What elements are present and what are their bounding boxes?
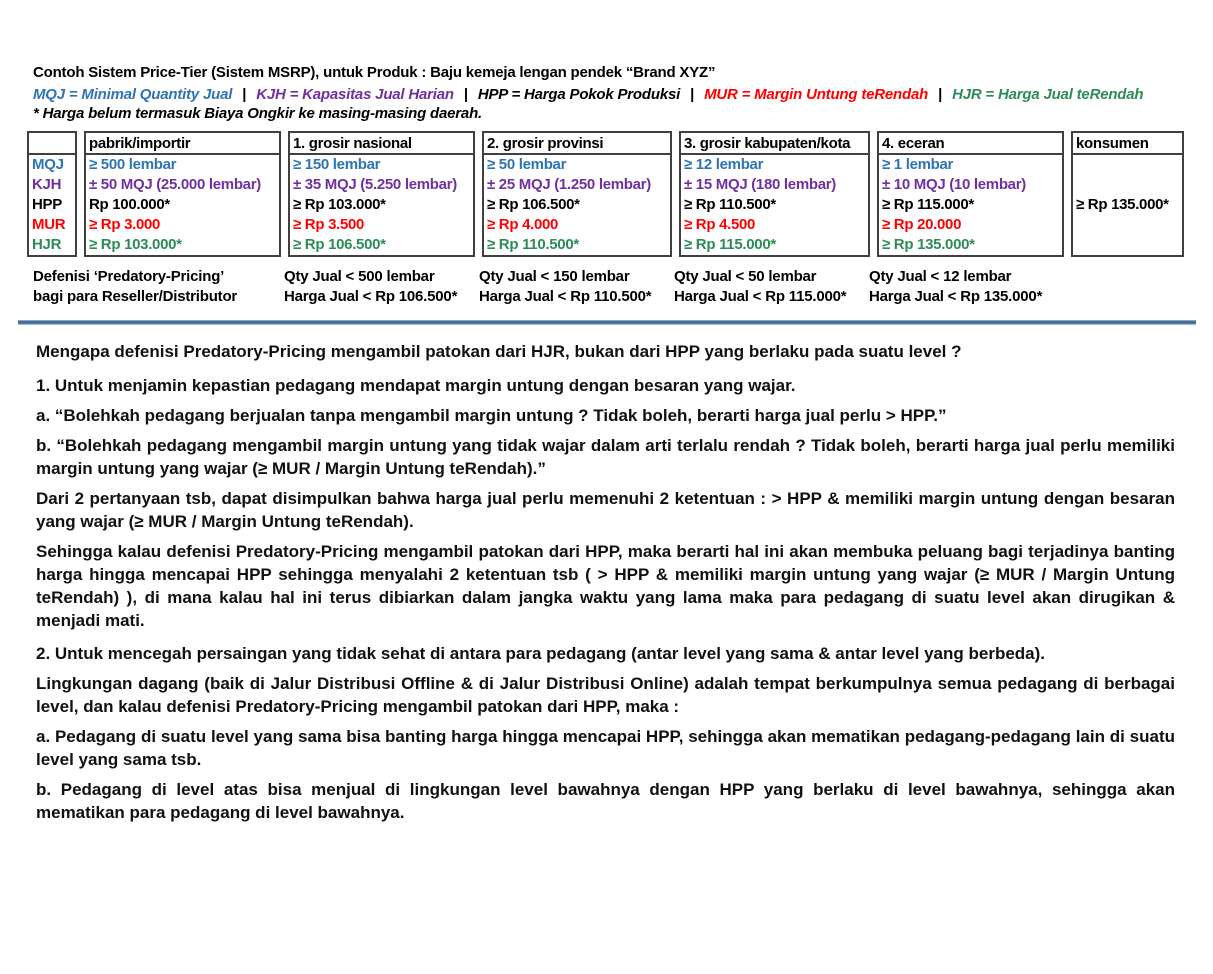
paragraph-2a: a. Pedagang di suatu level yang sama bisa banting harga hingga mencapai HPP, sehingga akan mematikan pedagang-pedagang lain di suatu level yang sama tsb.	[36, 727, 1175, 769]
table-column-grosir-kabupaten-kota	[679, 131, 870, 257]
table-cell: ≥ Rp 110.500*	[487, 236, 579, 253]
column-header: 2. grosir provinsi	[484, 133, 670, 155]
legend-mur: MUR = Margin Untung teRendah	[704, 86, 929, 103]
table-cell: ≥ 1 lembar	[882, 156, 954, 173]
table-cell: ≥ Rp 103.000*	[293, 196, 386, 213]
question-paragraph: Mengapa defenisi Predatory-Pricing mengambil patokan dari HJR, bukan dari HPP yang berlaku pada suatu level ?	[36, 342, 962, 361]
row-label-hpp: HPP	[32, 196, 62, 213]
column-header: 4. eceran	[879, 133, 1062, 155]
body-text	[36, 340, 1175, 824]
consumer-price: ≥ Rp 135.000*	[1076, 196, 1169, 213]
table-cell: ≥ Rp 135.000*	[882, 236, 975, 253]
column-header: 1. grosir nasional	[290, 133, 473, 155]
paragraph-conclusion: Dari 2 pertanyaan tsb, dapat disimpulkan bahwa harga jual perlu memenuhi 2 ketentuan : > HPP & memiliki margin untung dengan besaran yang wajar (≥ MUR / Margin Untung teRendah).	[36, 489, 1175, 531]
predatory-rule-eceran: Qty Jual < 12 lembar Harga Jual < Rp 135.000*	[869, 268, 1043, 305]
table-cell: ≥ Rp 3.000	[89, 216, 161, 233]
table-cell: ± 50 MQJ (25.000 lembar)	[89, 176, 261, 193]
column-header: 3. grosir kabupaten/kota	[681, 133, 868, 155]
table-cell: ≥ Rp 20.000	[882, 216, 962, 233]
table-column-konsumen	[1071, 131, 1184, 257]
document-page	[0, 64, 1213, 974]
predatory-definition-label: Defenisi ‘Predatory-Pricing’ bagi para Reseller/Distributor	[33, 268, 238, 305]
predatory-pricing-row	[33, 267, 1213, 307]
table-cell: ≥ 150 lembar	[293, 156, 381, 173]
legend-line	[33, 86, 1203, 103]
row-label-mqj: MQJ	[32, 156, 64, 173]
predatory-rule-grosir-provinsi: Qty Jual < 150 lembar Harga Jual < Rp 110.500*	[479, 268, 652, 305]
paragraph-1: 1. Untuk menjamin kepastian pedagang mendapat margin untung dengan besaran yang wajar.	[36, 376, 796, 395]
row-label-kjh: KJH	[32, 176, 62, 193]
table-cell: ≥ Rp 115.000*	[882, 196, 974, 213]
paragraph-lingkungan: Lingkungan dagang (baik di Jalur Distribusi Offline & di Jalur Distribusi Online) adalah tempat berkumpulnya semua pedagang di berbagai level, dan kalau defenisi Predatory-Pricing mengambil patokan dari HPP, maka :	[36, 674, 1175, 716]
table-cell: ≥ Rp 103.000*	[89, 236, 182, 253]
table-cell: ≥ 50 lembar	[487, 156, 567, 173]
column-header: konsumen	[1073, 133, 1182, 155]
consumer-cell-wrap	[1073, 155, 1182, 255]
page-title: Contoh Sistem Price-Tier (Sistem MSRP), untuk Produk : Baju kemeja lengan pendek “Brand XYZ”	[33, 64, 716, 81]
column-header: pabrik/importir	[86, 133, 279, 155]
table-cell: ≥ Rp 115.000*	[684, 236, 776, 253]
table-column-grosir-provinsi	[482, 131, 672, 257]
predatory-rule-grosir-nasional: Qty Jual < 500 lembar Harga Jual < Rp 106.500*	[284, 268, 458, 305]
table-cell: ≥ Rp 3.500	[293, 216, 365, 233]
legend-separator: |	[690, 86, 695, 103]
table-column-pabrik-importir	[84, 131, 281, 257]
table-cell: ≥ 500 lembar	[89, 156, 177, 173]
price-tier-table	[27, 131, 1213, 257]
table-cell: ≥ Rp 106.500*	[293, 236, 386, 253]
row-label-hjr: HJR	[32, 236, 62, 253]
legend-separator: |	[463, 86, 468, 103]
paragraph-2b: b. Pedagang di level atas bisa menjual di lingkungan level bawahnya dengan HPP yang berlaku di level bawahnya, sehingga akan mematikan para pedagang di level bawahnya.	[36, 780, 1175, 822]
legend-mqj: MQJ = Minimal Quantity Jual	[33, 86, 233, 103]
section-divider-line	[18, 320, 1196, 325]
table-cell: ± 25 MQJ (1.250 lembar)	[487, 176, 651, 193]
table-cell: ≥ Rp 110.500*	[684, 196, 776, 213]
table-cell: ≥ 12 lembar	[684, 156, 764, 173]
row-label-mur: MUR	[32, 216, 66, 233]
table-cell: ± 15 MQJ (180 lembar)	[684, 176, 836, 193]
price-note: * Harga belum termasuk Biaya Ongkir ke masing-masing daerah.	[33, 105, 483, 122]
legend-separator: |	[938, 86, 943, 103]
legend-kjh: KJH = Kapasitas Jual Harian	[256, 86, 454, 103]
table-column-eceran	[877, 131, 1064, 257]
table-header-empty	[29, 133, 75, 155]
table-cell: Rp 100.000*	[89, 196, 170, 213]
paragraph-1b: b. “Bolehkah pedagang mengambil margin untung yang tidak wajar dalam arti terlalu rendah ? Tidak boleh, berarti harga jual perlu memiliki margin untung yang wajar (≥ MUR / Margin Untung teRendah).”	[36, 436, 1175, 478]
paragraph-2: 2. Untuk mencegah persaingan yang tidak sehat di antara para pedagang (antar level yang sama & antar level yang berbeda).	[36, 644, 1046, 663]
table-cell: ± 35 MQJ (5.250 lembar)	[293, 176, 457, 193]
table-row-label-column	[27, 131, 77, 257]
legend-hpp: HPP = Harga Pokok Produksi	[477, 86, 681, 103]
legend-separator: |	[242, 86, 247, 103]
predatory-rule-grosir-kabupaten: Qty Jual < 50 lembar Harga Jual < Rp 115.000*	[674, 268, 847, 305]
table-cell: ≥ Rp 106.500*	[487, 196, 580, 213]
table-cell: ≥ Rp 4.000	[487, 216, 559, 233]
paragraph-sehingga: Sehingga kalau defenisi Predatory-Pricing mengambil patokan dari HPP, maka berarti hal ini akan membuka peluang bagi terjadinya banting harga hingga mencapai HPP sehingga menyalahi 2 ketentuan tsb ( > HPP & memiliki margin untung yang wajar (≥ MUR / Margin Untung teRendah) ), di mana kalau hal ini terus dibiarkan dalam jangka waktu yang lama maka para pedagang di suatu level akan dirugikan & menjadi mati.	[36, 542, 1175, 630]
table-column-grosir-nasional	[288, 131, 475, 257]
table-cell: ≥ Rp 4.500	[684, 216, 756, 233]
legend-hjr: HJR = Harga Jual teRendah	[952, 86, 1144, 103]
table-cell: ± 10 MQJ (10 lembar)	[882, 176, 1026, 193]
paragraph-1a: a. “Bolehkah pedagang berjualan tanpa mengambil margin untung ? Tidak boleh, berarti harga jual perlu > HPP.”	[36, 406, 947, 425]
